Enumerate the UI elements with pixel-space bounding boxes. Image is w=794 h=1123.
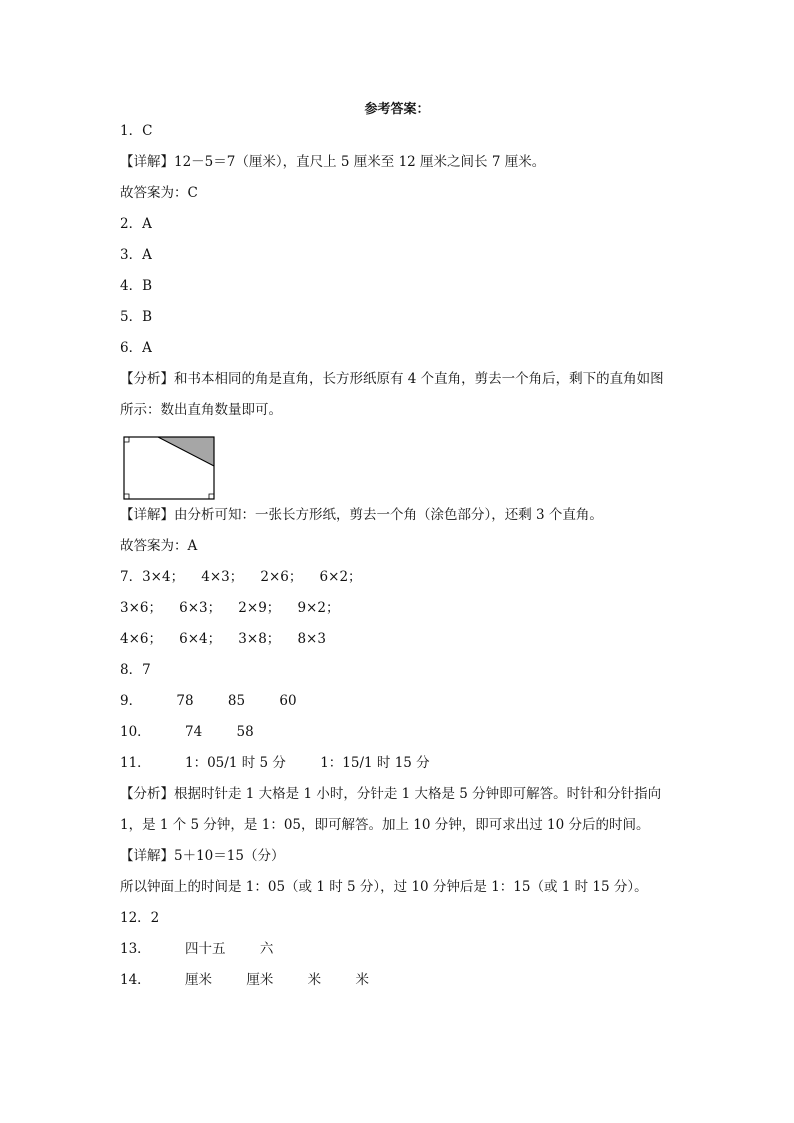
page-title: 参考答案： [364,102,430,117]
answer-line: 故答案为：C [120,185,198,201]
answer-line: 4．B [120,278,153,294]
answer-line: 13． 四十五 六 [120,941,274,957]
answer-line: 【详解】由分析可知：一张长方形纸，剪去一个角（涂色部分），还剩 3 个直角。 [120,507,603,523]
answer-line: 8．7 [120,662,151,678]
answer-line: 12．2 [120,910,160,926]
cut-rectangle-diagram [122,435,216,501]
answer-line: 3．A [120,247,152,263]
answer-line: 1．C [120,123,153,139]
right-angle-mark [124,437,129,442]
answer-line: 10． 74 58 [120,724,254,740]
cut-corner-shaded [158,437,214,466]
answer-line: 【分析】根据时针走 1 大格是 1 小时，分针走 1 大格是 5 分钟即可解答。时针和分针指向 [120,786,662,802]
rectangle-figure [120,431,680,505]
answer-line: 1，是 1 个 5 分钟，是 1：05，即可解答。加上 10 分钟，即可求出过 10 分后的时间。 [120,817,650,833]
answers-top [120,121,680,431]
answer-line: 【分析】和书本相同的角是直角，长方形纸原有 4 个直角，剪去一个角后，剩下的直角如图 [120,371,664,387]
answer-line: 11． 1：05/1 时 5 分 1：15/1 时 15 分 [120,755,430,771]
answer-line: 【详解】5＋10＝15（分） [120,848,285,864]
answer-line: 2．A [120,216,152,232]
right-angle-mark [124,494,129,499]
answer-line: 3×6； 6×3； 2×9； 9×2； [120,600,340,616]
answer-line: 故答案为：A [120,538,198,554]
answer-line: 所以钟面上的时间是 1：05（或 1 时 5 分），过 10 分钟后是 1：15（或 1 时 15 分）。 [120,879,648,895]
right-angle-mark [209,494,214,499]
answer-line: 14． 厘米 厘米 米 米 [120,972,369,988]
answers-bottom [120,505,680,1001]
answer-line: 4×6； 6×4； 3×8； 8×3 [120,631,326,647]
answer-line: 所示：数出直角数量即可。 [120,402,282,418]
answer-line: 6．A [120,340,152,356]
answer-line: 5．B [120,309,153,325]
answer-line: 9． 78 85 60 [120,693,297,709]
answer-line: 【详解】12－5＝7（厘米），直尺上 5 厘米至 12 厘米之间长 7 厘米。 [120,154,546,170]
answer-content [120,121,680,1001]
answer-line: 7．3×4； 4×3； 2×6； 6×2； [120,569,362,585]
